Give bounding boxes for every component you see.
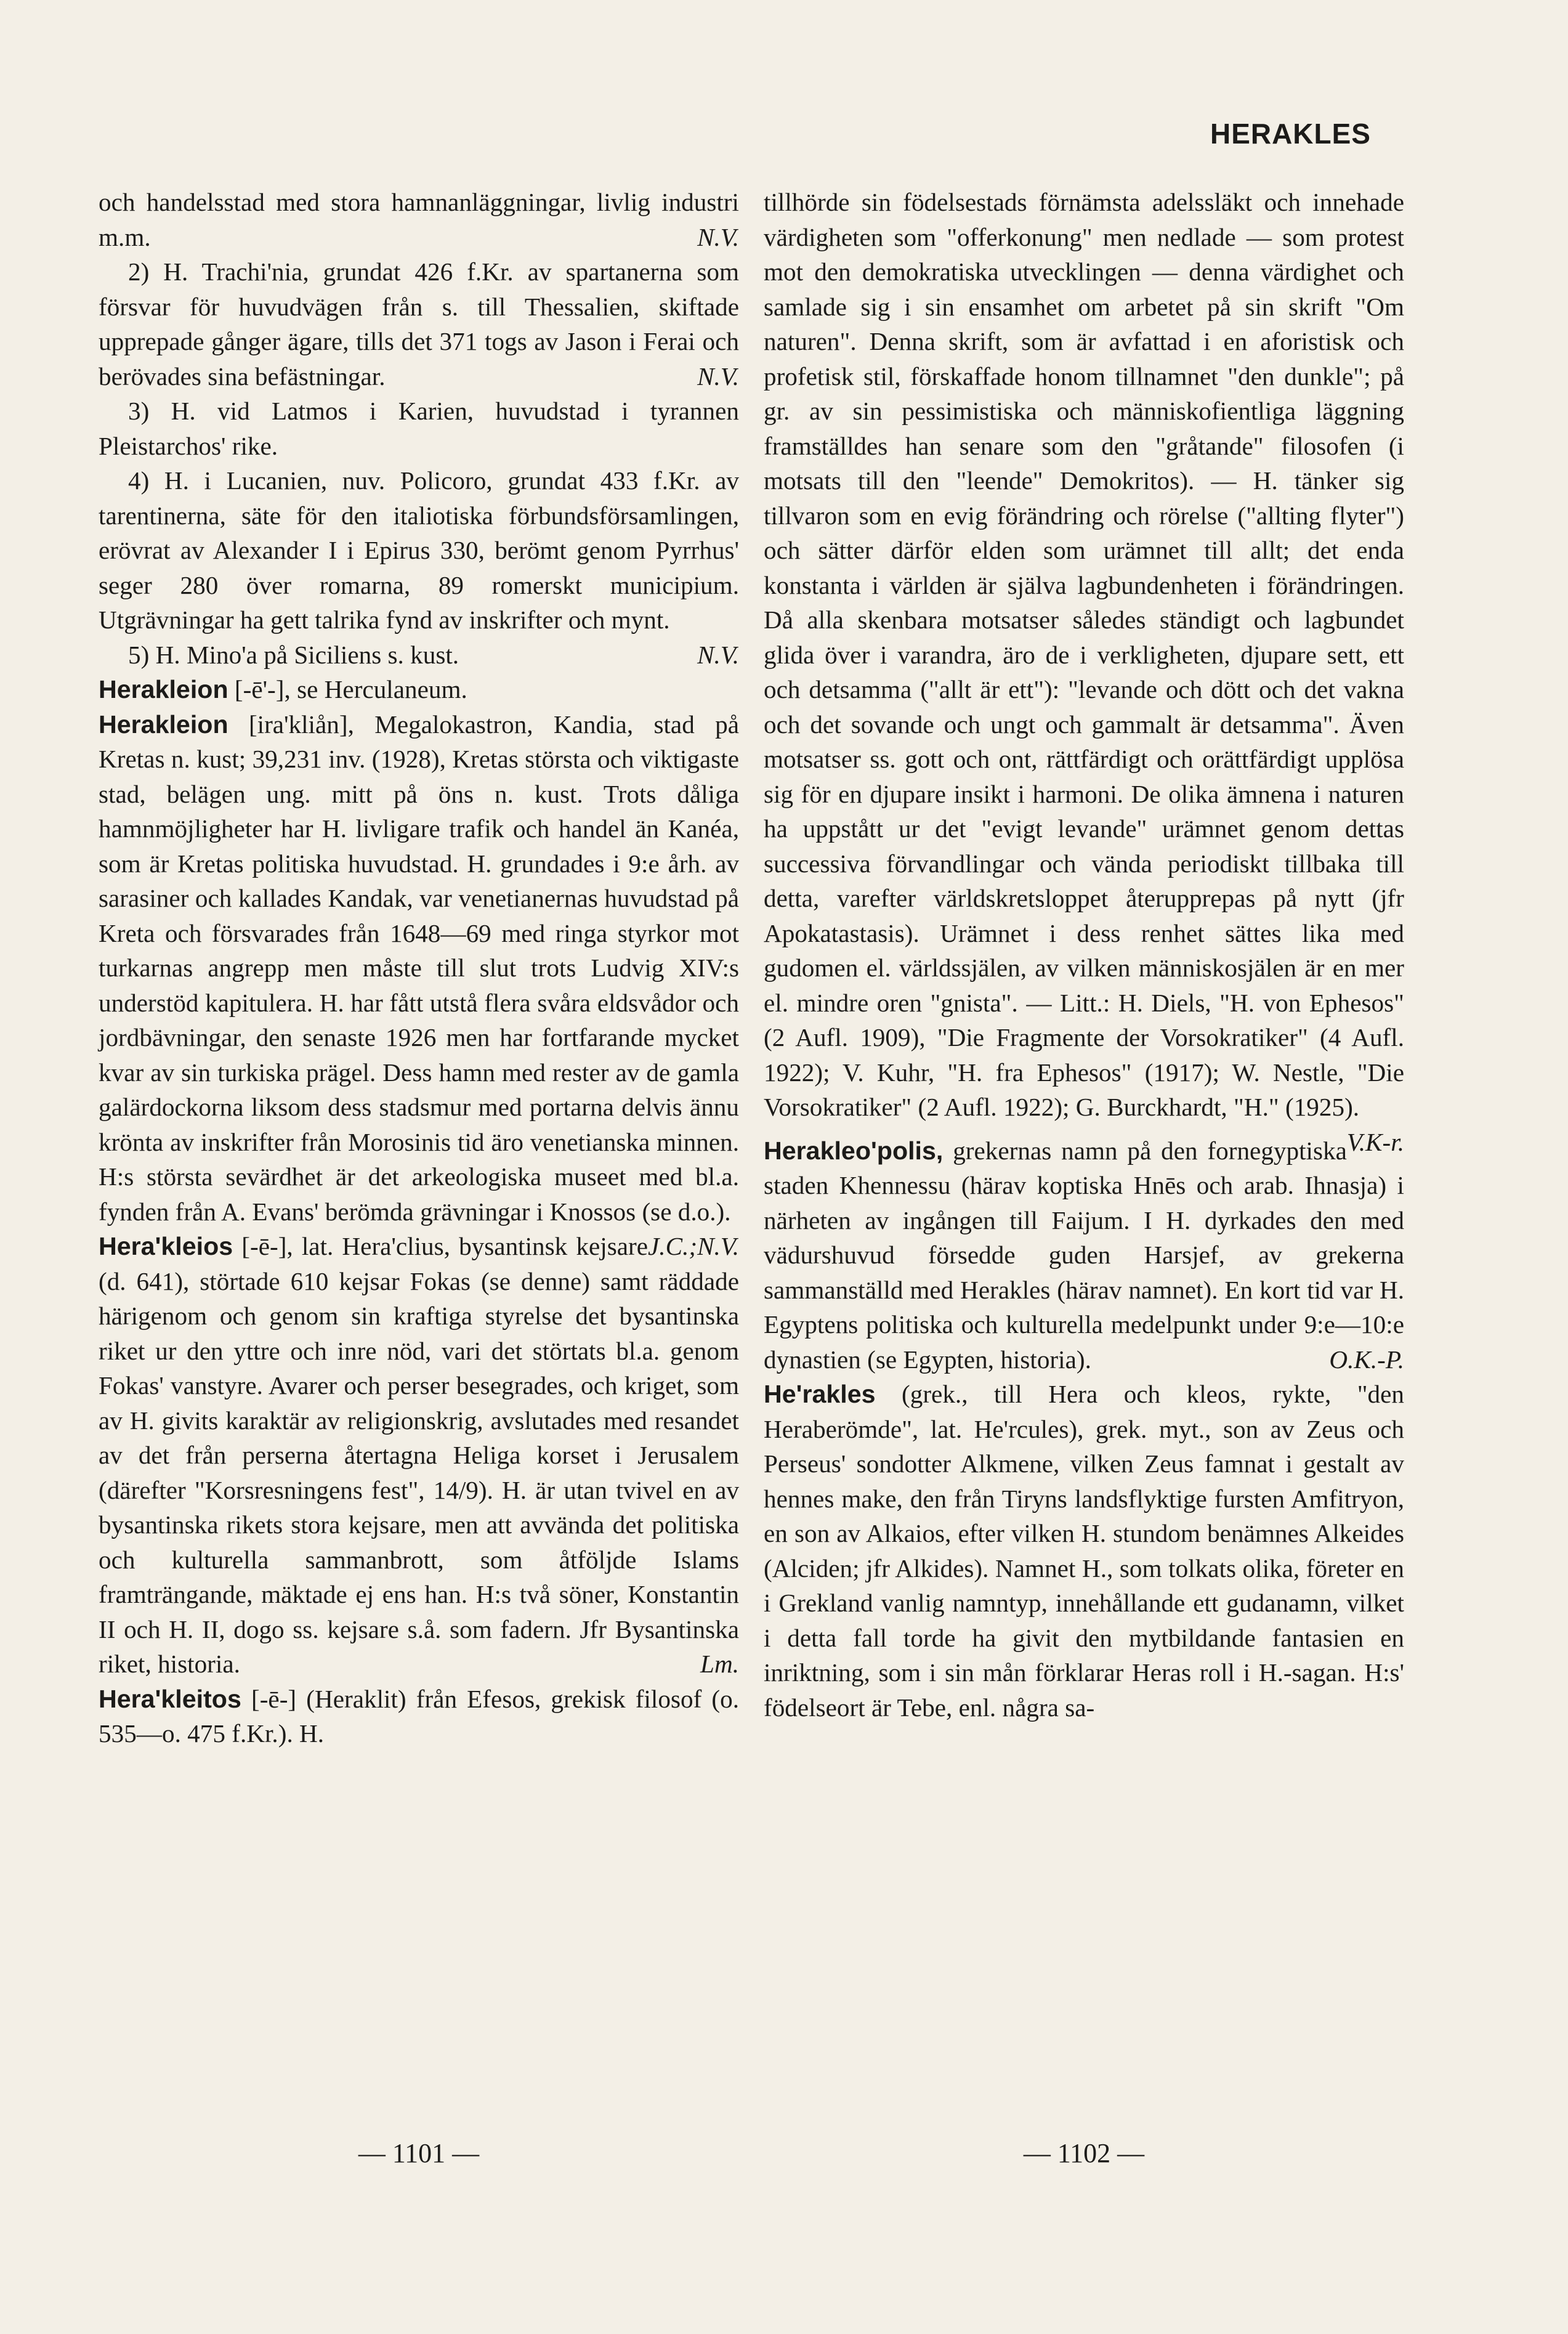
author-signature: O.K.-P. bbox=[1329, 1345, 1404, 1374]
author-signature: N.V. bbox=[697, 362, 739, 391]
entry-text: [-ē-] (Heraklit) från Efesos, grekisk filosof (o. 535—o. 475 f.Kr.). H. bbox=[99, 1684, 740, 1748]
author-signature: N.V. bbox=[697, 640, 739, 669]
headword: He'rakles bbox=[764, 1380, 876, 1408]
entry-text: (grek., till Hera och kleos, rykte, "den Heraberömde", lat. He'rcules), grek. myt., son av Zeus och Perseus' sondotter Alkmene, vilken Zeus famnat i gestalt av hennes make, den från Tiryns landsflyktige fursten Amfitryon, en son av Alkaios, efter vilken H. stundom benämnes Alkeides (Alciden; jfr Alkides). Namnet H., som tolkats olika, företer en i Grekland vanlig namntyp, innehållande ett gudanamn, vilket i detta fall torde ha givit den mytbildande fantasien en inriktning, som i sin mån förklarar Heras roll i H.-sagan. H:s' födelseort är Tebe, enl. några sa- bbox=[764, 1380, 1405, 1722]
entry-paragraph bbox=[99, 638, 739, 673]
headword: Hera'kleitos bbox=[99, 1684, 241, 1713]
entry-herakleopolis bbox=[764, 1133, 1404, 1377]
entry-herakles bbox=[764, 1377, 1404, 1725]
page-number-right: — 1102 — bbox=[1023, 2138, 1145, 2168]
author-signature: V.K-r. bbox=[1346, 1127, 1404, 1156]
page-number-left: — 1101 — bbox=[358, 2138, 480, 2168]
headword: Herakleo'polis, bbox=[764, 1136, 944, 1165]
entry-text: [-ē-], lat. Hera'clius, bysantinsk kejsare (d. 641), störtade 610 kejsar Fokas (se denne) samt räddade härigenom och genom sin kraftiga styrelse det bysantinska riket ur den yttre och inre nöd, vari det störtats bl.a. genom Fokas' vanstyre. Avarer och perser besegrades, och kriget, som av H. givits karaktär av religionskrig, avslutades med resandet av det från perserna återtagna Heliga korset i Jerusalem (därefter "Korsresningens fest", 14/9). H. är utan tvivel en av bysantinska rikets stora kejsare, men att avvända det politiska och kulturella sammanbrott, som åtföljde Islams framträngande, mäktade ej ens han. H:s två söner, Konstantin II och H. II, dogo ss. kejsare s.å. som fadern. Jfr Bysantinska riket, historia. bbox=[99, 1232, 739, 1678]
left-column bbox=[99, 185, 739, 1751]
right-column bbox=[764, 185, 1404, 1725]
entry-paragraph bbox=[99, 254, 739, 394]
entry-herakleion-1 bbox=[99, 672, 739, 707]
entry-text: 3) H. vid Latmos i Karien, huvudstad i tyrannen Pleistarchos' rike. bbox=[99, 397, 739, 460]
entry-text: tillhörde sin födelsestads förnämsta adelssläkt och innehade värdigheten som "offerkonung" men nedlade — som protest mot den demokratiska utvecklingen — denna värdighet och samlade sig i sin ensamhet om arbetet på sin skrift "Om naturen". Denna skrift, som är avfattad i en aforistisk och profetisk stil, förskaffade honom tillnamnet "den dunkle"; på gr. av sin pessimistiska och människofientliga läggning framställdes han senare som den "gråtande" filosofen (i motsats till den "leende" Demokritos). — H. tänker sig tillvaron som en evig förändring och rörelse ("allting flyter") och sätter därför elden som urämnet till allt; det enda konstanta i världen är själva lagbundenheten i förändringen. Då alla skenbara motsatser således ständigt och lagbundet glida över i varandra, äro de i verkligheten, djupare sett, ett och detsamma ("allt är ett"): "levande och dött och det vakna och det sovande och ungt och gammalt är detsamma". Även motsatser ss. gott och ont, rättfärdigt och orättfärdigt upplösa sig för en djupare insikt i harmoni. De olika ämnena i naturen ha uppstått ur det "evigt levande" urämnet genom dettas successiva förvandlingar och vända periodiskt tillbaka till detta, varefter världskretsloppet återupprepas på nytt (jfr Apokatastasis). Urämnet i dess renhet sättes lika med gudomen el. världssjälen, av vilken människosjälen är en mer el. mindre oren "gnista". — Litt.: H. Diels, "H. von Ephesos" (2 Aufl. 1909), "Die Fragmente der Vorsokratiker" (4 Aufl. 1922); V. Kuhr, "H. fra Ephesos" (1917); W. Nestle, "Die Vorsokratiker" (2 Aufl. 1922); G. Burckhardt, "H." (1925). bbox=[764, 188, 1404, 1121]
entry-paragraph bbox=[99, 185, 739, 254]
entry-paragraph bbox=[99, 394, 739, 463]
headword: Hera'kleios bbox=[99, 1232, 233, 1260]
author-signature: J.C.;N.V. bbox=[648, 1232, 739, 1260]
entry-text: 2) H. Trachi'nia, grundat 426 f.Kr. av spartanerna som försvar för huvudvägen från s. till Thessalien, skiftade upprepade gånger ägare, tills det 371 togs av Jason i Ferai och berövades sina befästningar. bbox=[99, 257, 739, 391]
entry-text: grekernas namn på den fornegyptiska staden Khennessu (härav koptiska Hnēs och arab. Ihnasja) i närheten av ingången till Faijum. I H. dyrkades den med vädurshuvud försedde guden Harsjef, av grekerna sammanställd med Herakles (härav namnet). En kort tid var H. Egyptens politiska och kulturella medelpunkt under 9:e—10:e dynastien (se Egypten, historia). bbox=[764, 1136, 1404, 1374]
author-signature: N.V. bbox=[697, 222, 739, 251]
author-signature: Lm. bbox=[700, 1650, 739, 1678]
entry-text: [ira'kliån], Megalokastron, Kandia, stad på Kretas n. kust; 39,231 inv. (1928), Kretas största och viktigaste stad, belägen ung. mitt på öns n. kust. Trots dåliga hamnmöjligheter har H. livligare trafik och handel än Kanéa, som är Kretas politiska huvudstad. H. grundades i 9:e årh. av sarasiner och kallades Kandak, var venetianernas huvudstad på Kreta och försvarades från 1648—69 med ringa styrkor mot turkarnas angrepp men måste till slut trots Ludvig XIV:s understöd kapitulera. H. har fått utstå flera svåra eldsvådor och jordbävningar, den senaste 1926 men har fortfarande mycket kvar av sin turkiska prägel. Dess hamn med rester av de gamla galärdockorna liksom dess stadsmur med portarna delvis ännu krönta av inskrifter från Morosinis tid äro venetianska minnen. H:s största sevärdhet är det arkeologiska museet med bl.a. fynden från A. Evans' berömda grävningar i Knossos (se d.o.). bbox=[99, 710, 739, 1226]
entry-herakleios bbox=[99, 1229, 739, 1682]
entry-text: 4) H. i Lucanien, nuv. Policoro, grundat 433 f.Kr. av tarentinerna, säte för den italiotiska förbundsförsamlingen, erövrat av Alexander I i Epirus 330, berömt genom Pyrrhus' seger 280 över romarna, 89 romerskt municipium. Utgrävningar ha gett talrika fynd av inskrifter och mynt. bbox=[99, 466, 739, 634]
headword: Herakleion bbox=[99, 710, 228, 739]
entry-text: och handelsstad med stora hamnanläggningar, livlig industri m.m. bbox=[99, 188, 739, 251]
entry-text: [-ē'-], se Herculaneum. bbox=[234, 675, 467, 703]
headword: Herakleion bbox=[99, 675, 228, 703]
entry-text: 5) H. Mino'a på Siciliens s. kust. bbox=[128, 640, 459, 669]
running-head: HERAKLES bbox=[1210, 118, 1371, 150]
entry-herakleitos bbox=[99, 1682, 739, 1751]
